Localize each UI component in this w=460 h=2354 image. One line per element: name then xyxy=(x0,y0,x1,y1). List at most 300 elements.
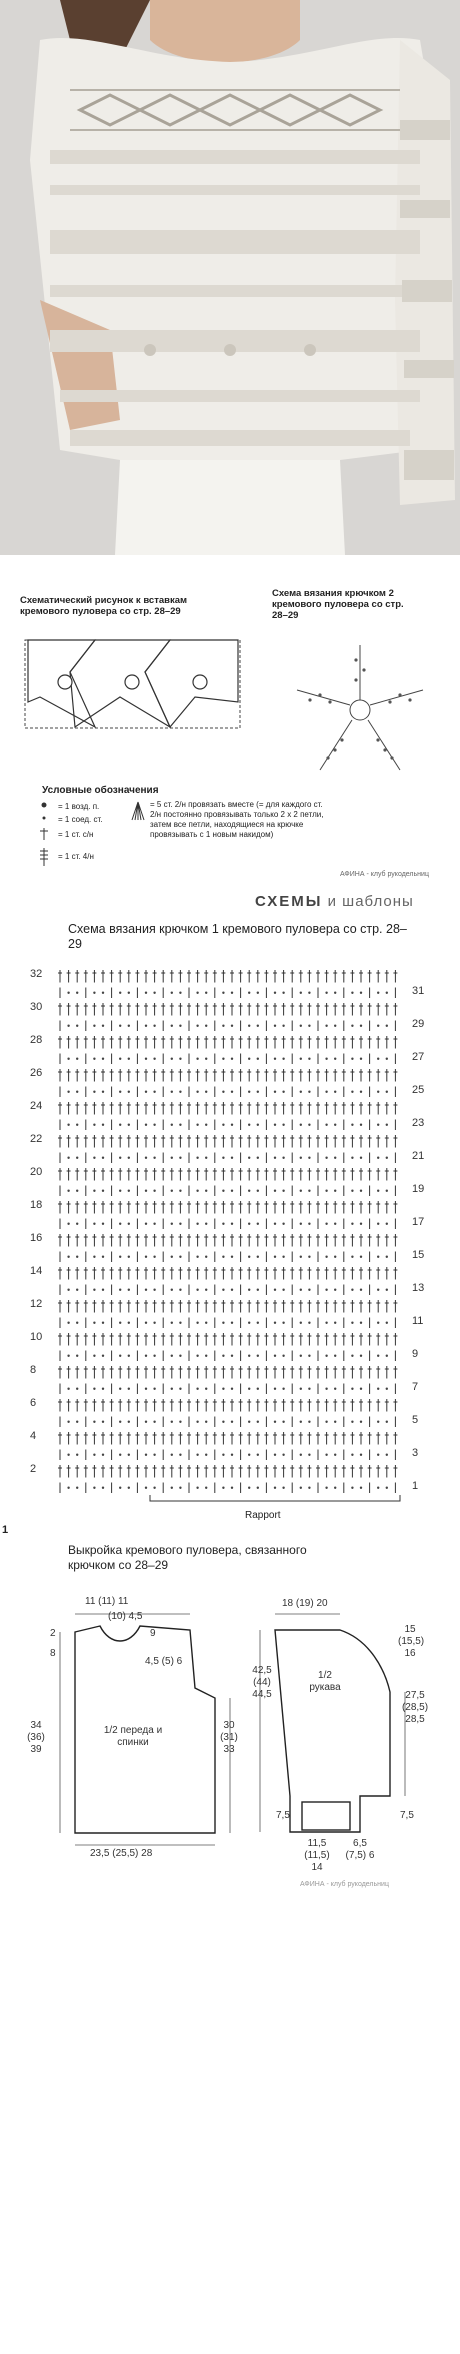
chain-mark xyxy=(76,1421,78,1423)
chain-mark xyxy=(171,1091,173,1093)
chain-mark xyxy=(102,1487,104,1489)
edge-mark: 1 xyxy=(2,1524,9,1536)
chain-mark xyxy=(231,1322,233,1324)
chain-mark xyxy=(153,1388,155,1390)
chain-mark xyxy=(274,1289,276,1291)
chain-mark xyxy=(145,1091,147,1093)
chain-mark xyxy=(334,1124,336,1126)
chain-mark xyxy=(282,1256,284,1258)
chain-mark xyxy=(231,1025,233,1027)
chain-mark xyxy=(222,1322,224,1324)
chain-mark xyxy=(128,1487,130,1489)
chain-mark xyxy=(334,1025,336,1027)
chain-mark xyxy=(300,1157,302,1159)
chain-mark xyxy=(196,1355,198,1357)
chain-mark xyxy=(171,1124,173,1126)
chain-mark xyxy=(102,1058,104,1060)
pattern-watermark: АФИНА - клуб рукодельниц xyxy=(300,1881,389,1888)
chain-mark xyxy=(377,1256,379,1258)
row-number: 32 xyxy=(30,968,43,980)
chain-mark xyxy=(145,1190,147,1192)
chain-mark xyxy=(93,1421,95,1423)
chain-mark xyxy=(179,1223,181,1225)
chain-mark xyxy=(308,1322,310,1324)
chain-mark xyxy=(308,1190,310,1192)
chain-mark xyxy=(377,1091,379,1093)
chain-mark xyxy=(128,1157,130,1159)
chain-mark xyxy=(153,1487,155,1489)
chain-mark xyxy=(196,1256,198,1258)
chain-mark xyxy=(248,1025,250,1027)
row-number: 29 xyxy=(412,1017,425,1030)
chain-mark xyxy=(128,1256,130,1258)
chain-mark xyxy=(386,1157,388,1159)
chain-mark xyxy=(179,1157,181,1159)
chain-mark xyxy=(274,1355,276,1357)
chain-mark xyxy=(179,1025,181,1027)
chain-mark xyxy=(325,1025,327,1027)
chain-mark xyxy=(205,1157,207,1159)
chain-mark xyxy=(351,1289,353,1291)
chain-mark xyxy=(128,1388,130,1390)
chain-mark xyxy=(231,1289,233,1291)
chain-mark xyxy=(76,992,78,994)
chain-mark xyxy=(222,1025,224,1027)
chain-mark xyxy=(179,1058,181,1060)
chain-mark xyxy=(377,1355,379,1357)
chain-mark xyxy=(205,1289,207,1291)
chain-mark xyxy=(377,1388,379,1390)
chain-mark xyxy=(300,1058,302,1060)
row-number: 30 xyxy=(30,1001,43,1013)
sleeve-right-height: 27,5 (28,5) 28,5 xyxy=(401,1690,429,1725)
chain-mark xyxy=(128,1058,130,1060)
chain-mark xyxy=(145,1487,147,1489)
chain-mark xyxy=(231,992,233,994)
chain-mark xyxy=(145,1058,147,1060)
chain-mark xyxy=(360,1223,362,1225)
chain-mark xyxy=(93,1223,95,1225)
chain-mark xyxy=(153,1190,155,1192)
chain-mark xyxy=(325,1289,327,1291)
chain-mark xyxy=(67,1223,69,1225)
chain-mark xyxy=(274,1454,276,1456)
row-number: 4 xyxy=(30,1430,37,1442)
chain-mark xyxy=(334,1487,336,1489)
chain-mark xyxy=(119,1289,121,1291)
chain-mark xyxy=(179,992,181,994)
chain-mark xyxy=(145,1454,147,1456)
chain-mark xyxy=(377,1025,379,1027)
row-number: 24 xyxy=(30,1100,43,1112)
chain-mark xyxy=(282,1124,284,1126)
chain-mark xyxy=(196,992,198,994)
chain-mark xyxy=(153,1223,155,1225)
chain-mark xyxy=(171,1322,173,1324)
chain-mark xyxy=(360,1091,362,1093)
chain-mark xyxy=(205,1355,207,1357)
chain-mark xyxy=(248,1388,250,1390)
chain-mark xyxy=(248,1487,250,1489)
chain-mark xyxy=(282,1289,284,1291)
chain-mark xyxy=(76,1091,78,1093)
chain-mark xyxy=(325,1124,327,1126)
chain-mark xyxy=(171,1388,173,1390)
chain-mark xyxy=(67,1091,69,1093)
chain-mark xyxy=(248,1091,250,1093)
chain-mark xyxy=(67,1421,69,1423)
chain-mark xyxy=(222,1355,224,1357)
chain-mark xyxy=(231,1454,233,1456)
chain-mark xyxy=(257,1025,259,1027)
chain-mark xyxy=(231,1355,233,1357)
body-label: 1/2 переда и спинки xyxy=(103,1725,163,1748)
chain-mark xyxy=(119,1058,121,1060)
body-shoulder-a: 2 xyxy=(50,1628,56,1639)
chain-mark xyxy=(179,1289,181,1291)
chain-mark xyxy=(360,1289,362,1291)
chain-mark xyxy=(300,1388,302,1390)
chain-mark xyxy=(274,1223,276,1225)
chain-mark xyxy=(257,1256,259,1258)
insert-diagram-title: Схематический рисунок к вставкам кремового пуловера со стр. 28–29 xyxy=(20,595,188,617)
chain-mark xyxy=(222,1289,224,1291)
chain-mark xyxy=(386,1289,388,1291)
chain-mark xyxy=(205,1421,207,1423)
chain-mark xyxy=(282,1190,284,1192)
chain-mark xyxy=(360,1025,362,1027)
chain-mark xyxy=(351,1091,353,1093)
chain-mark xyxy=(351,1025,353,1027)
chain-mark xyxy=(102,1223,104,1225)
chain-mark xyxy=(351,1322,353,1324)
chain-mark xyxy=(102,1289,104,1291)
row-number: 2 xyxy=(30,1463,37,1475)
row-number: 27 xyxy=(412,1050,425,1063)
chain-mark xyxy=(360,992,362,994)
chain-mark xyxy=(205,1025,207,1027)
chain-mark xyxy=(377,1223,379,1225)
chain-mark xyxy=(308,992,310,994)
chart1-grid xyxy=(40,960,440,1505)
chain-mark xyxy=(76,1289,78,1291)
chain-mark xyxy=(351,1388,353,1390)
chain-mark xyxy=(300,1190,302,1192)
chain-mark xyxy=(205,1091,207,1093)
chain-mark xyxy=(360,1322,362,1324)
sleeve-bottom-a: 11,5 (11,5) 14 xyxy=(304,1838,330,1873)
insert-star-diagram xyxy=(20,632,245,742)
row-number: 20 xyxy=(30,1166,43,1178)
chain-mark xyxy=(325,992,327,994)
chain-mark xyxy=(257,992,259,994)
chain-mark xyxy=(179,1454,181,1456)
chain-mark xyxy=(274,1058,276,1060)
legend-cluster-text: = 5 ст. 2/н провязать вместе (= для каждого ст. 2/н постоянно провязывать только 2 х 2 петли, затем все петли, находящиеся на крючке провязывать с 1 новым накидом) xyxy=(150,800,324,839)
chain-mark xyxy=(257,1454,259,1456)
chain-mark xyxy=(282,992,284,994)
chain-mark xyxy=(171,1355,173,1357)
chain-mark xyxy=(179,1190,181,1192)
chain-mark xyxy=(102,1025,104,1027)
chain-mark xyxy=(145,1388,147,1390)
chain-mark xyxy=(171,1157,173,1159)
chain-mark xyxy=(102,1454,104,1456)
rapport-bracket xyxy=(150,1495,400,1501)
chain-mark xyxy=(308,1256,310,1258)
chain-mark xyxy=(282,1454,284,1456)
body-bottom-width: 23,5 (25,5) 28 xyxy=(90,1848,153,1859)
chain-mark xyxy=(334,1289,336,1291)
chart1-title: Схема вязания крючком 1 кремового пуловера со стр. 28–29 xyxy=(68,922,407,951)
chain-mark xyxy=(179,1124,181,1126)
chain-mark xyxy=(171,1190,173,1192)
chain-mark xyxy=(67,1322,69,1324)
credit-text: АФИНА - клуб рукодельниц xyxy=(340,871,429,878)
chain-mark xyxy=(257,1322,259,1324)
chain-mark xyxy=(93,1157,95,1159)
chain-mark xyxy=(119,1190,121,1192)
chain-mark xyxy=(257,1487,259,1489)
chain-mark xyxy=(145,1421,147,1423)
chain-mark xyxy=(325,1322,327,1324)
chain-mark xyxy=(334,1157,336,1159)
chain-mark xyxy=(351,1124,353,1126)
chain-mark xyxy=(386,1058,388,1060)
chain-mark xyxy=(334,1223,336,1225)
chain-mark xyxy=(300,1124,302,1126)
chain-mark xyxy=(145,992,147,994)
chain-mark xyxy=(76,1058,78,1060)
chain-mark xyxy=(171,1256,173,1258)
chain-mark xyxy=(196,1058,198,1060)
chain-mark xyxy=(222,1487,224,1489)
chain-mark xyxy=(102,1256,104,1258)
chain-mark xyxy=(205,992,207,994)
chain-mark xyxy=(377,1124,379,1126)
chain-mark xyxy=(300,1256,302,1258)
chain-mark xyxy=(128,1421,130,1423)
chain-mark xyxy=(205,1124,207,1126)
chain-mark xyxy=(93,1355,95,1357)
chain-mark xyxy=(282,1487,284,1489)
chain-mark xyxy=(334,992,336,994)
chain-mark xyxy=(119,1487,121,1489)
sleeve-left-height: 42,5 (44) 44,5 xyxy=(252,1665,272,1700)
chain-mark xyxy=(377,1157,379,1159)
chain-mark xyxy=(300,1421,302,1423)
chain-mark xyxy=(222,1421,224,1423)
chain-mark xyxy=(377,1058,379,1060)
chain-mark xyxy=(386,1223,388,1225)
chain-mark xyxy=(67,1355,69,1357)
chain-mark xyxy=(93,1091,95,1093)
chain-mark xyxy=(171,1058,173,1060)
chain-mark xyxy=(386,1355,388,1357)
chain-mark xyxy=(119,1388,121,1390)
chain-mark xyxy=(179,1487,181,1489)
chain-mark xyxy=(360,1058,362,1060)
section-header-bold: СХЕМЫ xyxy=(255,893,323,910)
chain-mark xyxy=(300,1223,302,1225)
legend-item-dc: = 1 ст. с/н xyxy=(58,830,94,839)
chain-mark xyxy=(360,1388,362,1390)
chain-mark xyxy=(67,1190,69,1192)
row-number: 10 xyxy=(30,1331,43,1343)
chain-mark xyxy=(308,1223,310,1225)
chain-mark xyxy=(231,1157,233,1159)
row-number: 8 xyxy=(30,1364,37,1376)
chain-mark xyxy=(153,1421,155,1423)
chain-mark xyxy=(377,1421,379,1423)
chain-mark xyxy=(360,1487,362,1489)
chain-mark xyxy=(386,1025,388,1027)
chain-mark xyxy=(308,1487,310,1489)
row-number: 11 xyxy=(412,1314,424,1327)
chain-mark xyxy=(205,1223,207,1225)
chain-mark xyxy=(248,1289,250,1291)
chain-mark xyxy=(257,1124,259,1126)
chain-mark xyxy=(386,1322,388,1324)
chain-mark xyxy=(196,1223,198,1225)
chain-mark xyxy=(386,1091,388,1093)
chain-mark xyxy=(179,1355,181,1357)
chain-mark xyxy=(248,1322,250,1324)
chain-mark xyxy=(153,1025,155,1027)
chain-mark xyxy=(145,1223,147,1225)
chain-mark xyxy=(351,1190,353,1192)
chain-mark xyxy=(325,1487,327,1489)
chain-mark xyxy=(222,1388,224,1390)
chain-mark xyxy=(377,1454,379,1456)
chain-mark xyxy=(119,1256,121,1258)
chain-mark xyxy=(153,1091,155,1093)
sleeve-cap: 15 (15,5) 16 xyxy=(398,1624,425,1659)
chain-mark xyxy=(153,992,155,994)
chain-mark xyxy=(377,992,379,994)
chain-mark xyxy=(351,1487,353,1489)
row-number: 3 xyxy=(412,1446,419,1459)
chain-mark xyxy=(351,1058,353,1060)
chain-mark xyxy=(128,1322,130,1324)
chain-mark xyxy=(76,1223,78,1225)
chain-mark xyxy=(386,1388,388,1390)
chain-mark xyxy=(308,1355,310,1357)
chain-mark xyxy=(248,1421,250,1423)
chain-mark xyxy=(67,1058,69,1060)
row-number: 13 xyxy=(412,1281,425,1294)
body-neck: (10) 4,5 xyxy=(108,1611,143,1622)
chain-mark xyxy=(196,1091,198,1093)
chain-mark xyxy=(257,1091,259,1093)
chain-mark xyxy=(360,1190,362,1192)
row-number: 21 xyxy=(412,1149,425,1162)
chain-mark xyxy=(93,1322,95,1324)
chain-mark xyxy=(102,1421,104,1423)
chain-mark xyxy=(128,1355,130,1357)
body-shoulder-b: 8 xyxy=(50,1648,56,1659)
chain-mark xyxy=(334,1388,336,1390)
section-header xyxy=(255,893,414,910)
star-motif-chart xyxy=(290,640,430,780)
chain-mark xyxy=(360,1124,362,1126)
chain-mark xyxy=(248,1190,250,1192)
chain-mark xyxy=(67,1124,69,1126)
chain-mark xyxy=(334,1355,336,1357)
chain-mark xyxy=(67,1454,69,1456)
chain-mark xyxy=(128,1025,130,1027)
chain-mark xyxy=(274,1091,276,1093)
chain-mark xyxy=(377,1487,379,1489)
row-number: 26 xyxy=(30,1067,43,1079)
row-number: 18 xyxy=(30,1199,43,1211)
chain-mark xyxy=(282,1058,284,1060)
chain-mark xyxy=(67,1256,69,1258)
chain-mark xyxy=(67,1289,69,1291)
row-number: 9 xyxy=(412,1347,419,1360)
chain-mark xyxy=(231,1487,233,1489)
chain-mark xyxy=(300,1091,302,1093)
row-number: 22 xyxy=(30,1133,43,1145)
chain-mark xyxy=(274,1157,276,1159)
cluster-symbol-icon xyxy=(130,800,146,822)
chain-mark xyxy=(274,1256,276,1258)
chain-mark xyxy=(351,1223,353,1225)
chain-mark xyxy=(119,1157,121,1159)
chain-mark xyxy=(274,1388,276,1390)
chain-mark xyxy=(76,1454,78,1456)
chain-mark xyxy=(76,1025,78,1027)
row-number: 28 xyxy=(30,1034,43,1046)
chain-mark xyxy=(93,992,95,994)
chain-mark xyxy=(205,1454,207,1456)
chain-mark xyxy=(386,1454,388,1456)
chain-mark xyxy=(171,1454,173,1456)
body-left-height: 34 (36) 39 xyxy=(27,1720,45,1755)
chain-mark xyxy=(119,1322,121,1324)
chain-mark xyxy=(360,1355,362,1357)
chain-mark xyxy=(334,1322,336,1324)
chain-mark xyxy=(334,1454,336,1456)
chain-mark xyxy=(386,1256,388,1258)
chain-mark xyxy=(274,1487,276,1489)
chain-mark xyxy=(325,1157,327,1159)
chain-mark xyxy=(93,1289,95,1291)
chain-mark xyxy=(222,1091,224,1093)
chain-mark xyxy=(360,1421,362,1423)
chain-mark xyxy=(76,1388,78,1390)
legend-item-chain: = 1 возд. п. xyxy=(58,802,100,811)
chain-mark xyxy=(119,1355,121,1357)
chain-mark xyxy=(171,992,173,994)
chain-mark xyxy=(351,992,353,994)
chain-mark xyxy=(205,1256,207,1258)
row-number: 25 xyxy=(412,1083,425,1096)
sleeve-cuff-left: 7,5 xyxy=(276,1810,290,1821)
chain-mark xyxy=(145,1289,147,1291)
chain-mark xyxy=(325,1058,327,1060)
chain-mark xyxy=(300,992,302,994)
chain-mark xyxy=(308,1388,310,1390)
chain-mark xyxy=(257,1289,259,1291)
chain-mark xyxy=(171,1421,173,1423)
chain-mark xyxy=(248,1223,250,1225)
sweater-photo xyxy=(0,0,460,555)
chain-mark xyxy=(334,1421,336,1423)
chain-mark xyxy=(145,1124,147,1126)
chain-mark xyxy=(205,1487,207,1489)
chain-mark xyxy=(325,1388,327,1390)
